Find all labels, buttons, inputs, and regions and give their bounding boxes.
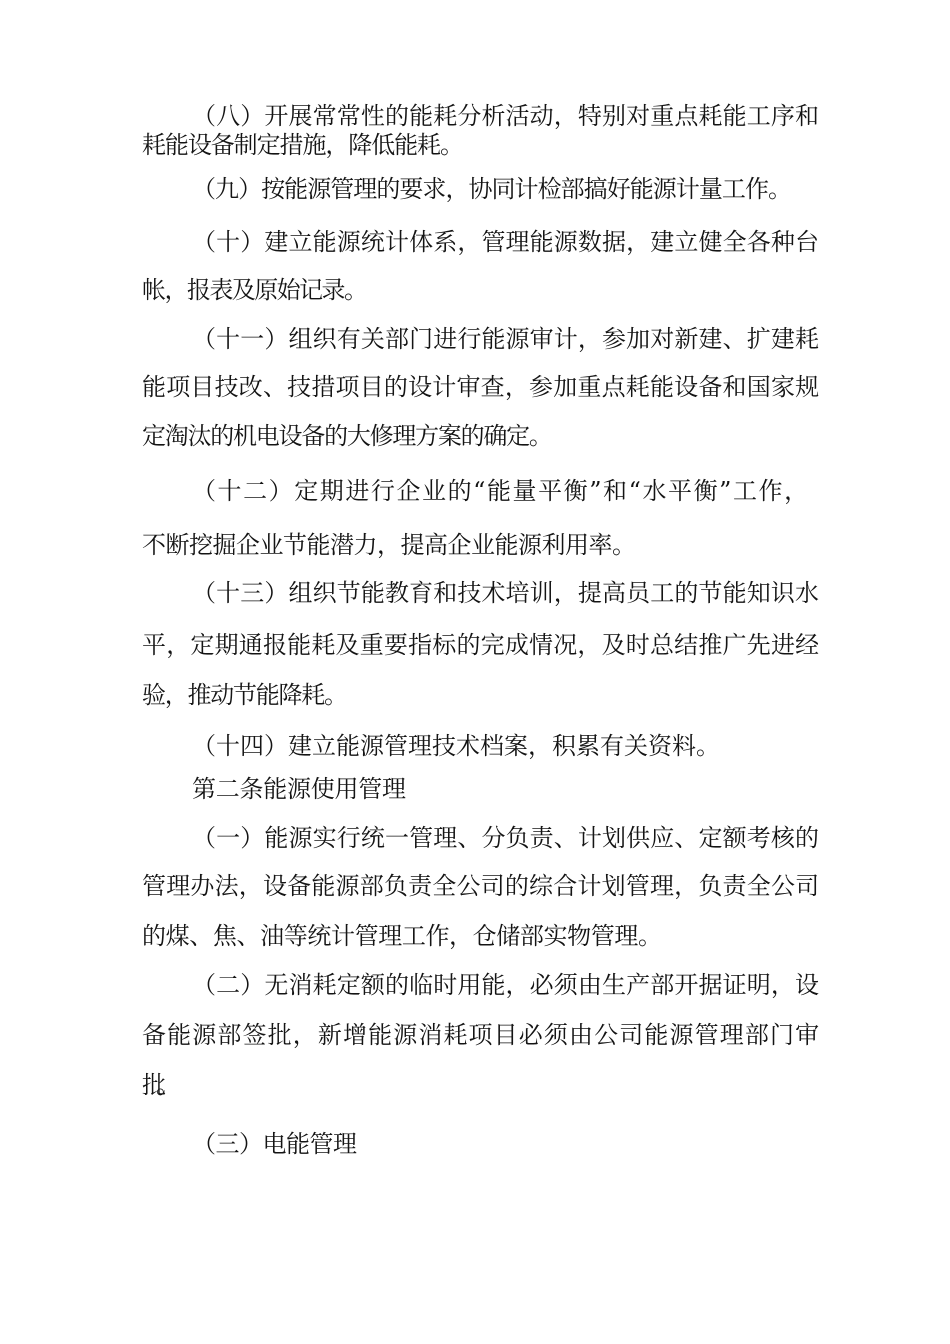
text-line: 批。 xyxy=(142,1071,170,1099)
text-line: （三）电能管理 xyxy=(192,1130,357,1158)
text-line: （十一）组织有关部门进行能源审计，参加对新建、扩建耗 xyxy=(192,325,820,353)
text-line: 第二条能源使用管理 xyxy=(192,775,406,803)
text-line: 管理办法，设备能源部负责全公司的综合计划管理，负责全公司 xyxy=(142,872,820,900)
text-line: （十三）组织节能教育和技术培训，提高员工的节能知识水 xyxy=(192,579,820,607)
text-line: （一）能源实行统一管理、分负责、计划供应、定额考核的 xyxy=(192,824,820,852)
text-line: 验，推动节能降耗。 xyxy=(142,681,347,709)
text-line: 帐，报表及原始记录。 xyxy=(142,276,367,304)
text-line: （九）按能源管理的要求，协同计检部搞好能源计量工作。 xyxy=(192,175,792,203)
text-line: （十二）定期进行企业的“能量平衡”和“水平衡”工作， xyxy=(192,477,810,505)
text-line: 平，定期通报能耗及重要指标的完成情况，及时总结推广先进经 xyxy=(142,631,820,659)
text-line: （十四）建立能源管理技术档案，积累有关资料。 xyxy=(192,732,720,760)
text-line: 不断挖掘企业节能潜力，提高企业能源利用率。 xyxy=(142,531,636,559)
text-line: 能项目技改、技措项目的设计审查，参加重点耗能设备和国家规 xyxy=(142,373,820,401)
text-line: （二）无消耗定额的临时用能，必须由生产部开据证明，设 xyxy=(192,971,820,999)
text-line: （八）开展常常性的能耗分析活动，特别对重点耗能工序和 xyxy=(192,102,820,130)
text-line: 耗能设备制定措施，降低能耗。 xyxy=(142,131,463,159)
text-line: 备能源部签批，新增能源消耗项目必须由公司能源管理部门审 xyxy=(142,1021,821,1049)
text-line: 定淘汰的机电设备的大修理方案的确定。 xyxy=(142,422,552,450)
text-line: （十）建立能源统计体系，管理能源数据，建立健全各种台 xyxy=(192,228,820,256)
text-line: 的煤、焦、油等统计管理工作，仓储部实物管理。 xyxy=(142,922,662,950)
